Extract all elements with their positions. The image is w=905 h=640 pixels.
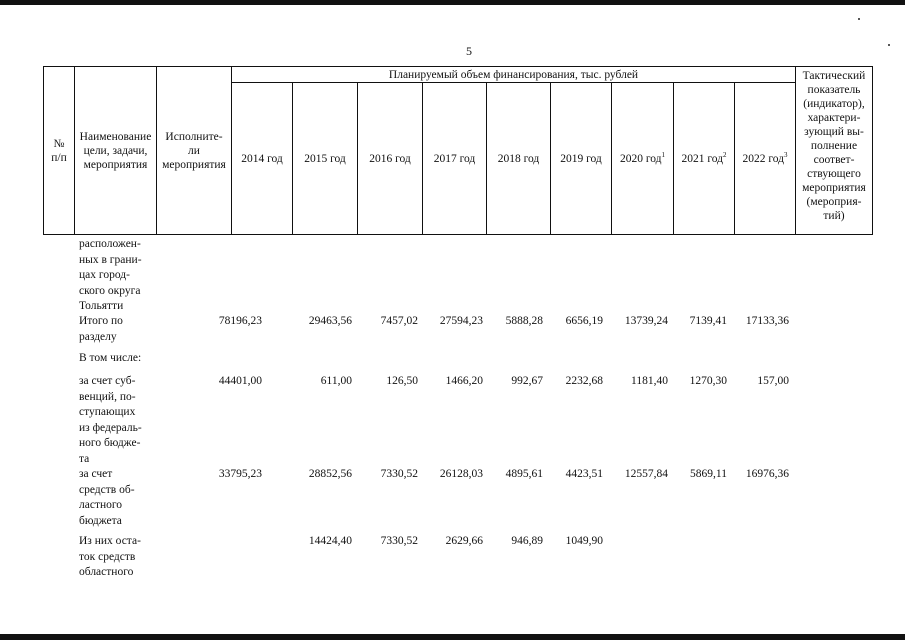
header-year-label: 2020 год	[619, 152, 662, 165]
row-value-2: 126,50	[386, 375, 418, 387]
header-number-text: № п/п	[51, 137, 67, 164]
header-year-label: 2018 год	[497, 152, 540, 165]
header-year-label: 2017 год	[433, 152, 476, 165]
header-year-4	[487, 83, 551, 235]
row-value-0: 33795,23	[218, 468, 262, 480]
row-value-1: 29463,56	[308, 315, 352, 327]
row-value-3: 1466,20	[445, 375, 483, 387]
header-year-label: 2015 год	[304, 152, 346, 165]
row-value-4: 992,67	[511, 375, 543, 387]
row-value-2: 7330,52	[380, 468, 418, 480]
row-value-4: 946,89	[511, 535, 543, 547]
table-header	[43, 66, 873, 235]
row-value-2: 7457,02	[380, 315, 418, 327]
header-indicator-text: Тактический показатель (индикатор), характери- зующий вы- полнение соответ- ствующего мероприятия (мероприя- тий)	[802, 70, 866, 222]
row-value-3: 2629,66	[445, 535, 483, 547]
header-year-3	[423, 83, 487, 235]
row-value-2: 7330,52	[380, 535, 418, 547]
row-name: Из них оста- ток средств областного	[79, 535, 141, 578]
header-year-8	[735, 83, 796, 235]
row-value-8: 157,00	[757, 375, 789, 387]
header-financing-group	[232, 67, 796, 83]
row-value-8: 17133,36	[745, 315, 789, 327]
header-year-1	[293, 83, 358, 235]
row-value-1: 14424,40	[308, 535, 352, 547]
header-year-label: 2019 год	[560, 152, 602, 165]
row-name: за счет средств об- ластного бюджета	[79, 468, 135, 527]
header-year-label: 2022 год	[742, 152, 785, 165]
scan-speck	[858, 18, 860, 20]
row-name: за счет суб- венций, по- ступающих из федераль- ного бюдже- та	[79, 375, 142, 465]
header-name-text: Наименование цели, задачи, мероприятия	[79, 130, 152, 171]
header-year-label: 2014 год	[241, 152, 283, 165]
row-value-4: 5888,28	[505, 315, 543, 327]
header-year-label: 2021 год	[681, 152, 724, 165]
row-value-5: 2232,68	[565, 375, 603, 387]
row-value-3: 27594,23	[439, 315, 483, 327]
row-value-4: 4895,61	[505, 468, 543, 480]
row-name: В том числе:	[79, 352, 142, 364]
header-year-footnote: 2	[723, 150, 727, 159]
row-value-7: 5869,11	[690, 468, 727, 480]
header-executor	[157, 67, 232, 235]
bottom-border-rule	[0, 634, 905, 640]
row-value-6: 12557,84	[624, 468, 668, 480]
row-value-1: 28852,56	[308, 468, 352, 480]
row-value-0: 44401,00	[218, 375, 262, 387]
row-value-6: 13739,24	[624, 315, 668, 327]
row-value-5: 4423,51	[565, 468, 603, 480]
header-year-2	[358, 83, 423, 235]
header-year-6	[612, 83, 674, 235]
row-value-3: 26128,03	[439, 468, 483, 480]
row-value-5: 1049,90	[565, 535, 603, 547]
row-value-0: 78196,23	[218, 315, 262, 327]
header-number	[44, 67, 75, 235]
row-value-6: 1181,40	[631, 375, 668, 387]
header-year-footnote: 3	[784, 150, 788, 159]
row-name: Итого по разделу	[79, 315, 123, 343]
row-value-1: 611,00	[320, 375, 352, 387]
scan-speck	[888, 44, 890, 46]
row-value-7: 1270,30	[689, 375, 727, 387]
page-number: 5	[466, 44, 472, 58]
header-year-footnote: 1	[661, 150, 666, 159]
header-financing-title: Планируемый объем финансирования, тыс. рублей	[388, 68, 639, 81]
row-value-7: 7139,41	[689, 315, 727, 327]
row-value-5: 6656,19	[565, 315, 603, 327]
header-name	[75, 67, 157, 235]
header-indicator	[796, 67, 873, 235]
row-name: расположен- ных в грани- цах город- ского округа Тольятти	[79, 238, 142, 312]
header-year-7	[674, 83, 735, 235]
header-year-5	[551, 83, 612, 235]
row-value-8: 16976,36	[745, 468, 789, 480]
header-year-0	[232, 83, 293, 235]
top-border-rule	[0, 0, 905, 5]
header-executor-text: Исполните- ли мероприятия	[162, 130, 226, 171]
header-year-label: 2016 год	[369, 152, 411, 165]
